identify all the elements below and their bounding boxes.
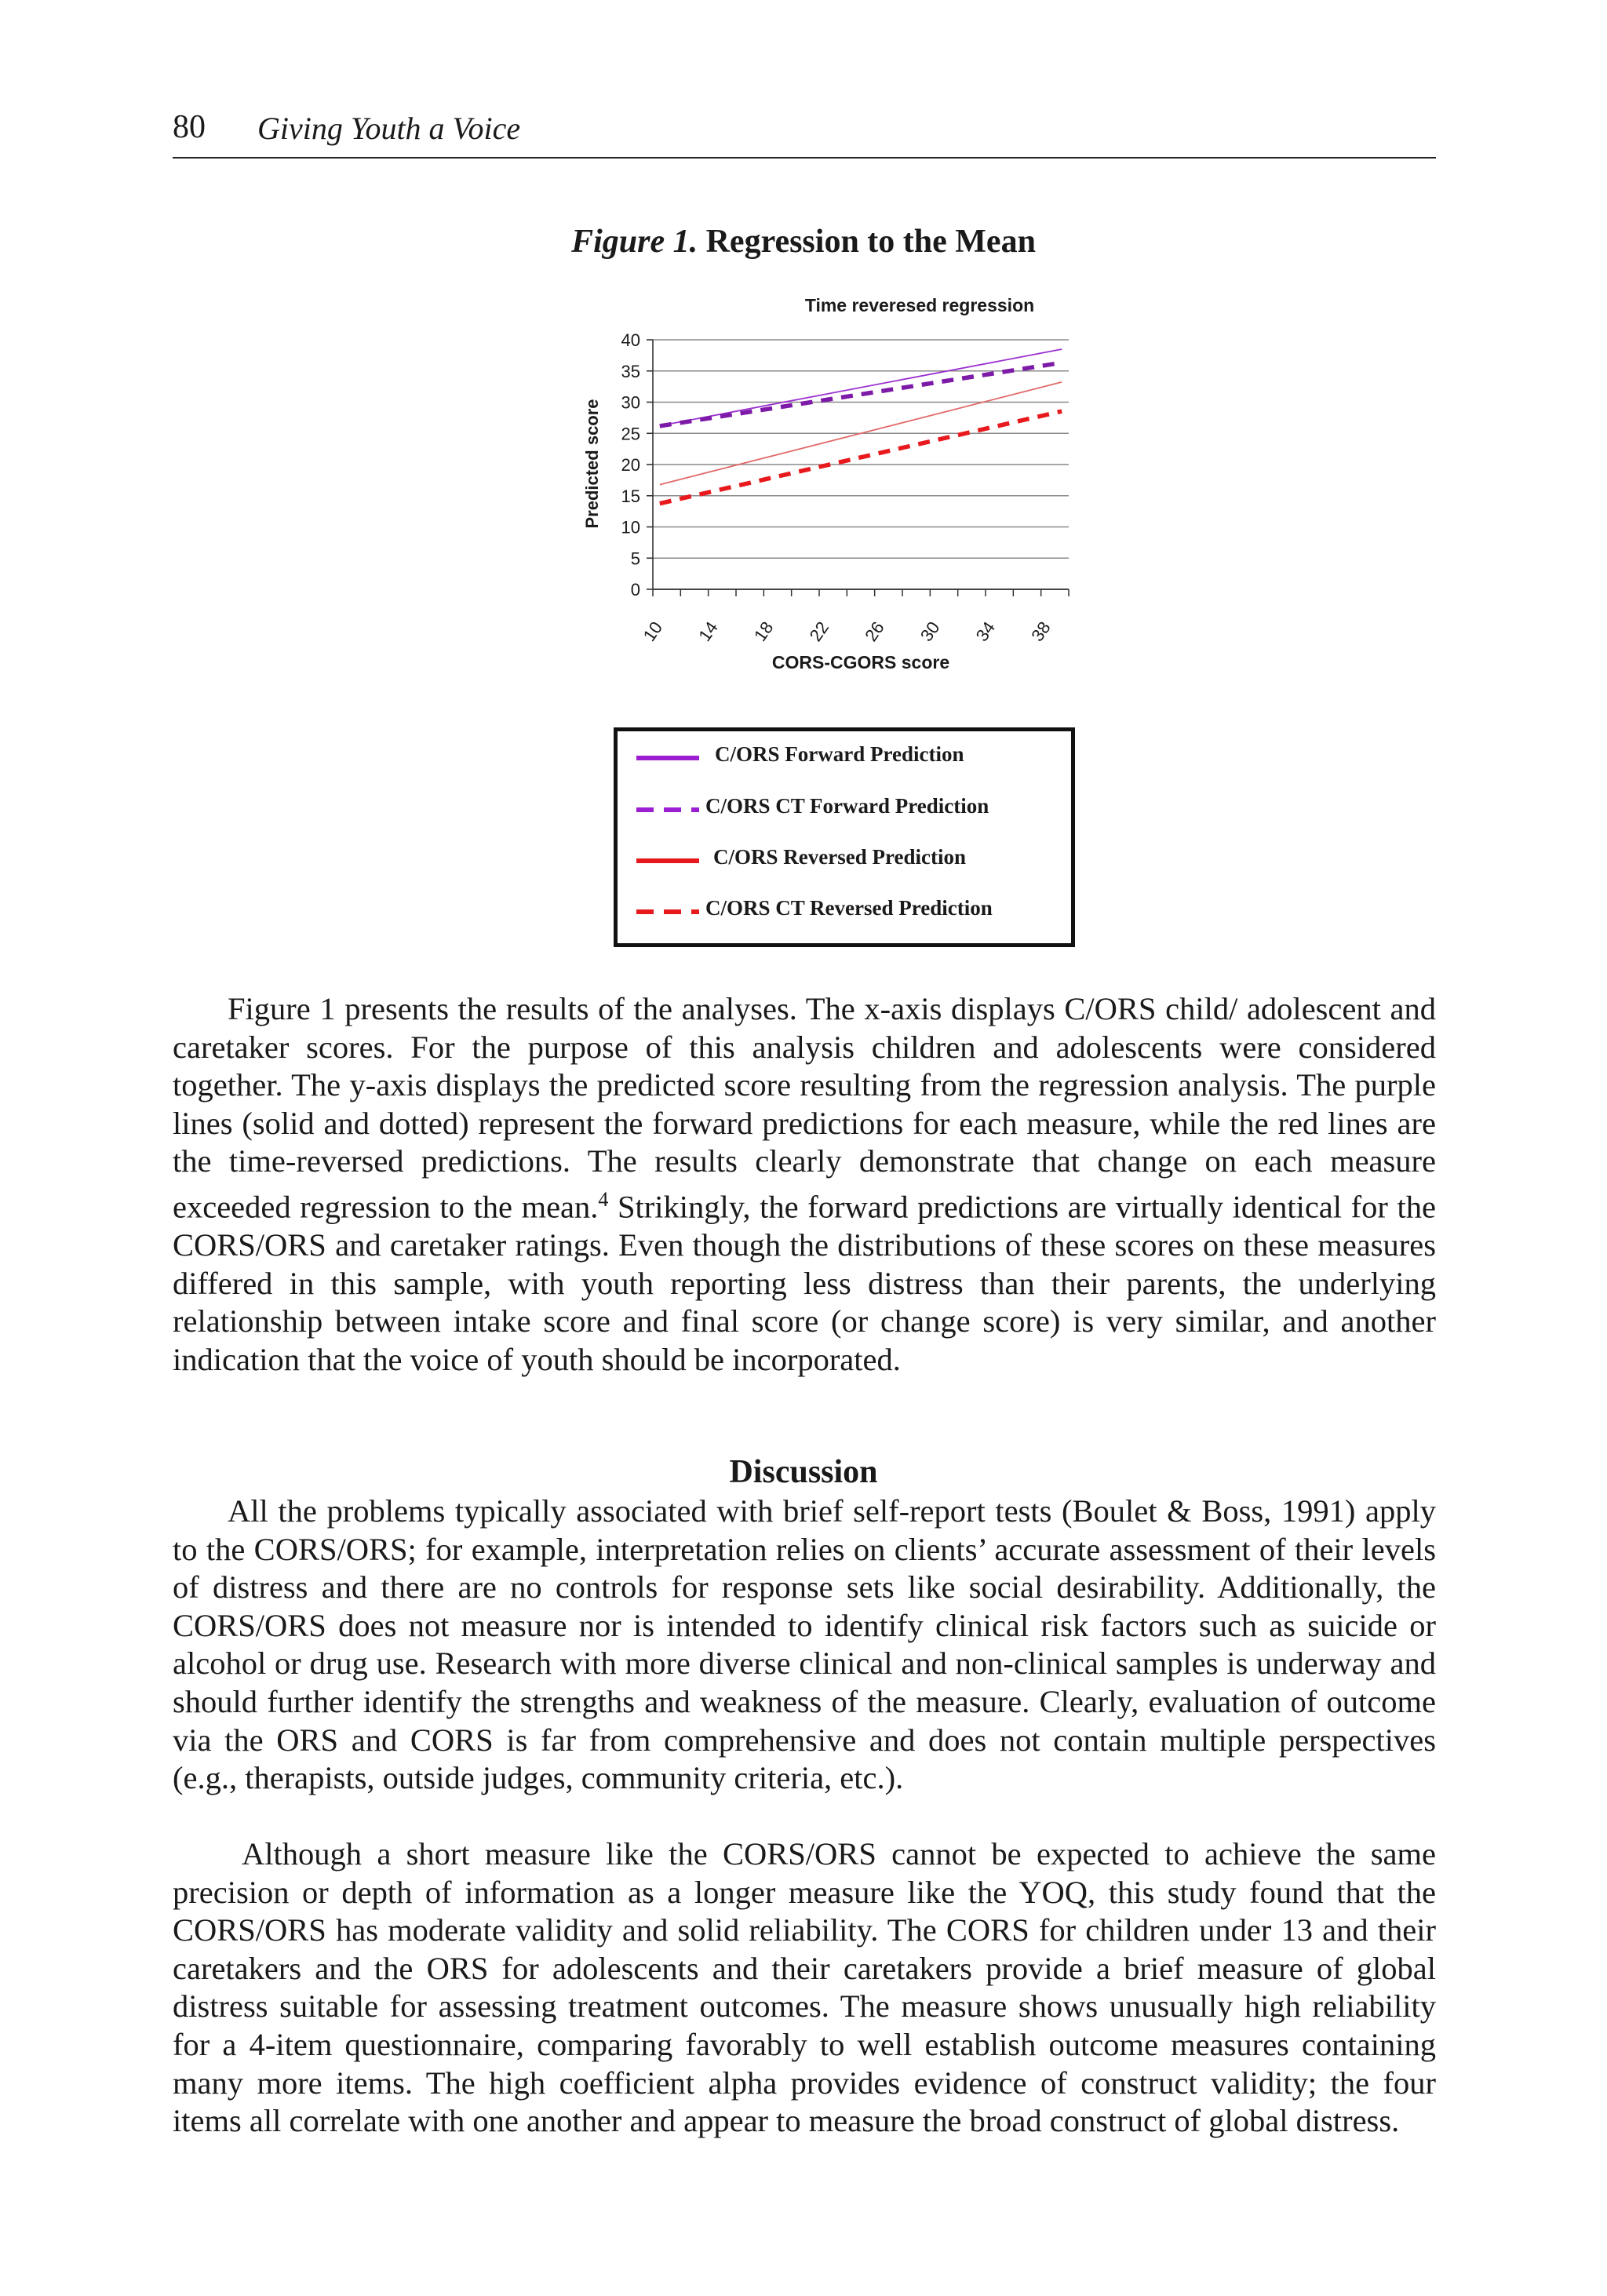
paragraph-1-continued: Strikingly, the forward predictions are virtually identical for the CORS/ORS and caretaker ratings. Even though the distributions of these scores on these measures differed in this sample, with youth reporting less distress than their parents, the underlying relationship between intake score and final score (or change score) is very similar, and another indication that the voice of youth should be incorporated.	[173, 1189, 1436, 1377]
y-tick-label: 0	[630, 580, 640, 600]
y-tick-label: 15	[621, 486, 640, 506]
legend-item-ct-reversed	[618, 896, 1071, 928]
chart-gridlines	[653, 340, 1069, 589]
figure-caption: Regression to the Mean	[705, 224, 1036, 260]
x-tick-label: 10	[639, 618, 667, 645]
x-axis-ticks	[640, 589, 1069, 645]
x-tick-label: 26	[861, 618, 888, 645]
page-header	[173, 108, 1436, 159]
x-tick-label: 22	[805, 618, 833, 645]
y-axis-ticks	[621, 330, 653, 600]
series-line	[660, 411, 1062, 504]
legend-label: C/ORS CT Reversed Prediction	[705, 896, 993, 920]
x-tick-label: 34	[971, 618, 1000, 645]
x-tick-label: 30	[916, 618, 944, 645]
y-tick-label: 35	[621, 361, 640, 381]
legend-label: C/ORS CT Forward Prediction	[705, 794, 989, 818]
chart-title: Time reveresed regression	[804, 295, 1035, 315]
series-line	[660, 349, 1062, 426]
legend-item-ct-forward	[618, 794, 1071, 825]
legend-label: C/ORS Forward Prediction	[715, 742, 964, 766]
x-axis-label: CORS-CGORS score	[771, 652, 950, 672]
footnote-marker: 4	[598, 1187, 609, 1211]
legend-swatch	[636, 853, 702, 869]
regression-chart	[565, 279, 1083, 687]
chart-legend	[614, 727, 1075, 947]
y-axis-label: Predicted score	[582, 399, 602, 529]
paragraph-1-text: Figure 1 presents the results of the analyses. The x-axis displays C/ORS child/ adolescent and caretaker scores. For the purpose of this analysis children and adolescents were considered together. The y-axis displays the predicted score resulting from the regression analysis. The purple lines (solid and dotted) represent the forward predictions for each measure, while the red lines are the time-reversed predictions. The results clearly demonstrate that change on each measure exceeded regression to the mean.	[173, 991, 1436, 1225]
y-tick-label: 40	[621, 330, 640, 350]
legend-label: C/ORS Reversed Prediction	[713, 845, 966, 869]
y-tick-label: 10	[621, 517, 640, 538]
body-paragraph-1	[173, 990, 1436, 1379]
body-paragraph-3: Although a short measure like the CORS/ORS cannot be expected to achieve the same precision or depth of information as a longer measure like the YOQ, this study found that the CORS/ORS has moderate validity and solid reliability. The CORS for children under 13 and their caretakers and the ORS for adolescents and their caretakers provide a brief measure of global distress suitable for assessing treatment outcomes. The measure shows unusually high reliability for a 4-item questionnaire, comparing favorably to well establish outcome measures containing many more items. The high coefficient alpha provides evidence of construct validity; the four items all correlate with one another and appear to measure the broad construct of global distress.	[173, 1836, 1436, 2139]
legend-item-forward	[618, 742, 1071, 774]
y-tick-label: 20	[621, 455, 640, 475]
figure-title	[0, 223, 1607, 261]
series-line	[660, 363, 1062, 426]
y-tick-label: 25	[621, 424, 640, 444]
figure-label: Figure 1.	[571, 224, 698, 260]
legend-swatch	[636, 750, 702, 766]
discussion-heading: Discussion	[729, 1454, 878, 1490]
legend-swatch	[636, 904, 702, 920]
body-paragraph-2: All the problems typically associated with brief self-report tests (Boulet & Boss, 1991) apply to the CORS/ORS; for example, interpretation relies on clients’ accurate assessment of their levels of distress and there are no controls for response sets like social desirability. Additionally, the CORS/ORS does not measure nor is intended to identify clinical risk factors such as suicide or alcohol or drug use. Research with more diverse clinical and non-clinical samples is underway and should further identify the strengths and weakness of the measure. Clearly, evaluation of outcome via the ORS and CORS is far from comprehensive and does not contain multiple perspectives (e.g., therapists, outside judges, community criteria, etc.).	[173, 1493, 1436, 1796]
y-tick-label: 30	[621, 392, 640, 413]
page-number: 80	[173, 109, 206, 145]
legend-swatch	[636, 802, 702, 818]
chart-series	[660, 349, 1062, 504]
legend-item-reversed	[618, 845, 1071, 876]
x-tick-label: 14	[694, 618, 722, 645]
x-tick-label: 38	[1027, 618, 1055, 645]
y-tick-label: 5	[630, 548, 640, 569]
x-tick-label: 18	[749, 618, 778, 645]
running-title: Giving Youth a Voice	[257, 111, 521, 146]
